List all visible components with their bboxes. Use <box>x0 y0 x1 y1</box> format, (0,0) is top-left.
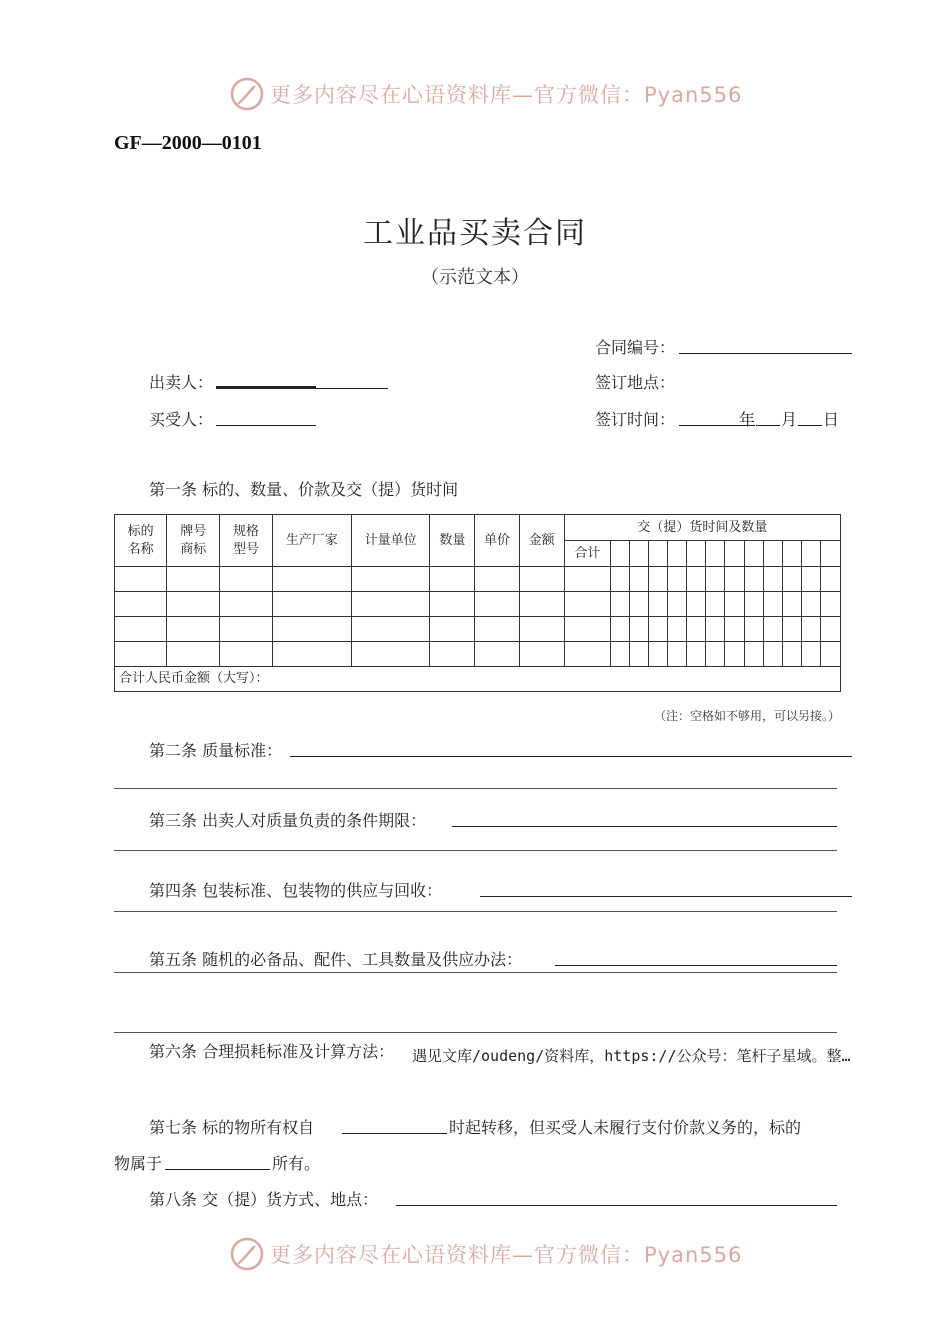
buyer-label: 买受人： <box>149 410 214 429</box>
header-name: 标的 名称 <box>115 515 167 567</box>
article-8-field[interactable] <box>396 1205 837 1206</box>
header-qty: 数量 <box>430 515 475 567</box>
article-4-line-2 <box>114 911 837 912</box>
article-7-field-1[interactable] <box>342 1133 447 1134</box>
header-brand: 牌号 商标 <box>167 515 220 567</box>
header-unit: 计量单位 <box>351 515 429 567</box>
table-note: （注：空格如不够用，可以另接。） <box>653 709 840 723</box>
watermark-bottom <box>230 1236 742 1272</box>
seller-field[interactable] <box>216 388 388 389</box>
article-2: 第二条 质量标准： <box>149 741 283 760</box>
article-1-heading: 第一条 标的、数量、价款及交（提）货时间 <box>149 480 459 499</box>
contract-no-field[interactable] <box>679 353 852 354</box>
page-subtitle: （示范文本） <box>421 267 529 288</box>
table-row[interactable] <box>115 642 841 667</box>
header-amount: 金额 <box>519 515 564 567</box>
seller-label: 出卖人： <box>149 373 214 392</box>
article-2-field[interactable] <box>290 756 852 757</box>
page-title: 工业品买卖合同 <box>363 216 587 251</box>
article-5: 第五条 随机的必备品、配件、工具数量及供应办法： <box>149 950 523 969</box>
article-3-line-2 <box>114 850 837 851</box>
article-2-line-2 <box>114 788 837 789</box>
contract-no-label: 合同编号： <box>595 338 676 357</box>
quill-logo-icon <box>230 77 264 111</box>
table-row[interactable] <box>115 617 841 642</box>
header-delivery: 交（提）货时间及数量 <box>564 515 840 541</box>
article-5-line-3 <box>114 1032 837 1033</box>
article-8: 第八条 交（提）货方式、地点： <box>149 1190 379 1209</box>
article-4: 第四条 包装标准、包装物的供应与回收： <box>149 881 443 900</box>
buyer-field[interactable] <box>216 425 316 426</box>
table-row[interactable] <box>115 567 841 592</box>
table-total-rmb: 合计人民币金额（大写）： <box>115 667 841 692</box>
watermark-text: 更多内容尽在心语资料库—官方微信：Pyan556 <box>270 83 743 107</box>
watermark-text: 更多内容尽在心语资料库—官方微信：Pyan556 <box>270 1243 743 1267</box>
header-maker: 生产厂家 <box>272 515 351 567</box>
header-spec: 规格 型号 <box>220 515 272 567</box>
article-7-part-4: 所有。 <box>272 1154 321 1173</box>
document-code: GF—2000—0101 <box>114 132 262 154</box>
sign-place-label: 签订地点： <box>595 373 676 392</box>
day-label: 日 <box>823 410 840 429</box>
overlay-watermark-text: 遇见文库/oudeng/资料库，https://公众号：笔杆子星域。整… <box>412 1047 851 1065</box>
article-7-part-1: 第七条 标的物所有权自 <box>149 1118 315 1137</box>
sign-day-field[interactable] <box>798 425 822 426</box>
article-3-field[interactable] <box>452 826 837 827</box>
article-4-field[interactable] <box>480 896 852 897</box>
sign-month-field[interactable] <box>756 425 780 426</box>
sign-time-label: 签订时间： <box>595 410 676 429</box>
seller-field-underline <box>216 386 316 388</box>
month-label: 月 <box>781 410 798 429</box>
article-7-part-3: 物属于 <box>114 1154 163 1173</box>
article-3: 第三条 出卖人对质量负责的条件期限： <box>149 811 427 830</box>
article-5-field[interactable] <box>555 965 837 966</box>
article-7-part-2: 时起转移，但买受人未履行支付价款义务的，标的 <box>449 1118 802 1137</box>
watermark-top <box>230 76 742 112</box>
header-price: 单价 <box>475 515 519 567</box>
year-label: 年 <box>739 410 756 429</box>
quill-logo-icon <box>230 1237 264 1271</box>
article-7-field-2[interactable] <box>165 1169 270 1170</box>
table-row[interactable] <box>115 592 841 617</box>
article-5-line-2 <box>114 972 837 973</box>
goods-table <box>114 514 841 692</box>
header-total: 合计 <box>564 541 610 567</box>
article-6: 第六条 合理损耗标准及计算方法： <box>149 1042 395 1061</box>
